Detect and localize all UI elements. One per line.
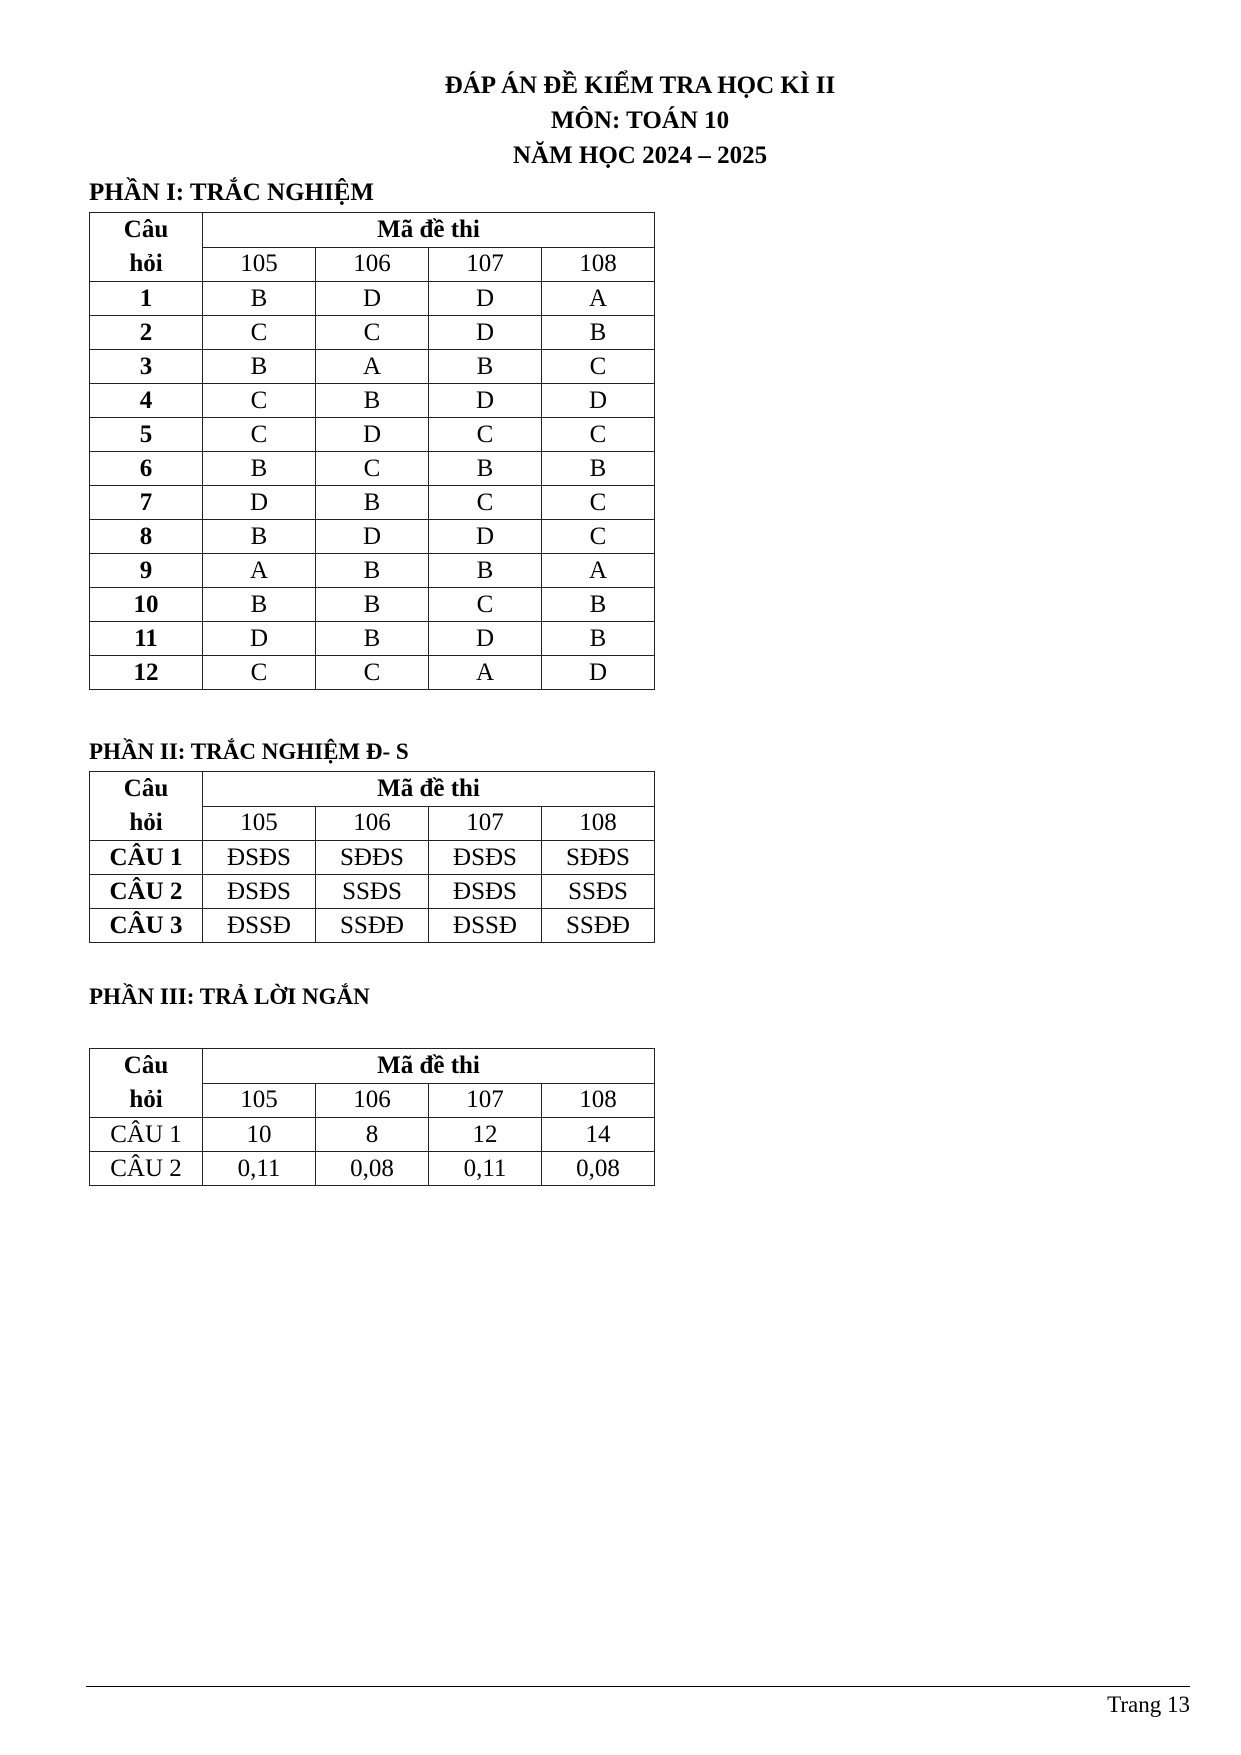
answer-cell: A [316, 350, 429, 384]
answer-cell: A [203, 554, 316, 588]
answer-cell: 0,08 [542, 1152, 655, 1186]
answer-cell: 10 [203, 1118, 316, 1152]
answer-cell: B [203, 588, 316, 622]
exam-code: 108 [542, 1083, 655, 1118]
answer-cell: C [316, 316, 429, 350]
exam-code-header: Mã đề thi [203, 1049, 655, 1084]
exam-code-header: Mã đề thi [203, 772, 655, 807]
section-2-answer-table [89, 771, 655, 943]
question-header-line-1: Câu [123, 775, 169, 802]
answer-cell: B [316, 486, 429, 520]
answer-cell: B [203, 282, 316, 316]
exam-code: 106 [316, 806, 429, 841]
table-row [90, 282, 655, 316]
answer-cell: D [316, 418, 429, 452]
answer-cell: D [429, 384, 542, 418]
question-header-line-2: hỏi [129, 250, 163, 277]
table-row [90, 350, 655, 384]
question-number: 11 [90, 622, 203, 656]
answer-cell: B [542, 622, 655, 656]
question-number: 5 [90, 418, 203, 452]
answer-cell: SĐĐS [316, 841, 429, 875]
answer-cell: B [542, 452, 655, 486]
answer-cell: 0,11 [203, 1152, 316, 1186]
section-1-answer-table [89, 212, 655, 690]
question-column-header [90, 213, 203, 282]
answer-cell: B [542, 316, 655, 350]
answer-cell: C [203, 656, 316, 690]
exam-code: 105 [203, 1083, 316, 1118]
answer-cell: C [203, 316, 316, 350]
answer-cell: D [429, 316, 542, 350]
table-row [90, 875, 655, 909]
answer-rows [90, 1118, 655, 1186]
answer-cell: C [429, 486, 542, 520]
question-number: 1 [90, 282, 203, 316]
table-row [90, 520, 655, 554]
exam-code: 106 [316, 1083, 429, 1118]
table-header-row [90, 213, 655, 248]
table-row [90, 909, 655, 943]
footer-divider [86, 1686, 1190, 1687]
answer-cell: A [542, 282, 655, 316]
answer-cell: C [316, 656, 429, 690]
answer-cell: ĐSĐS [203, 841, 316, 875]
question-number: CÂU 2 [90, 1152, 203, 1186]
answer-cell: D [429, 282, 542, 316]
answer-cell: SSĐĐ [542, 909, 655, 943]
table-row [90, 1118, 655, 1152]
answer-cell: C [542, 350, 655, 384]
question-column-header [90, 1049, 203, 1118]
exam-code: 107 [429, 247, 542, 282]
question-number: 2 [90, 316, 203, 350]
answer-cell: D [429, 622, 542, 656]
question-header-line-1: Câu [123, 216, 169, 243]
answer-cell: ĐSĐS [429, 841, 542, 875]
answer-cell: A [429, 656, 542, 690]
question-number: 9 [90, 554, 203, 588]
answer-cell: B [316, 384, 429, 418]
answer-cell: B [542, 588, 655, 622]
answer-cell: B [429, 554, 542, 588]
answer-cell: 12 [429, 1118, 542, 1152]
answer-cell: 0,08 [316, 1152, 429, 1186]
table-row [90, 1152, 655, 1186]
answer-cell: D [203, 486, 316, 520]
answer-cell: 8 [316, 1118, 429, 1152]
answer-cell: SĐĐS [542, 841, 655, 875]
answer-cell: B [429, 350, 542, 384]
table-row [90, 554, 655, 588]
question-number: 3 [90, 350, 203, 384]
table-row [90, 622, 655, 656]
answer-cell: D [542, 384, 655, 418]
table-row [90, 588, 655, 622]
answer-cell: A [542, 554, 655, 588]
answer-rows [90, 282, 655, 690]
table-row [90, 452, 655, 486]
answer-cell: SSĐS [542, 875, 655, 909]
exam-code: 106 [316, 247, 429, 282]
document-title [0, 68, 1241, 173]
answer-cell: 14 [542, 1118, 655, 1152]
answer-cell: C [429, 418, 542, 452]
answer-rows [90, 841, 655, 943]
answer-cell: 0,11 [429, 1152, 542, 1186]
question-number: CÂU 3 [90, 909, 203, 943]
question-header-line-1: Câu [123, 1052, 169, 1079]
question-number: 6 [90, 452, 203, 486]
table-row [90, 316, 655, 350]
answer-cell: ĐSSĐ [203, 909, 316, 943]
title-line-1: ĐÁP ÁN ĐỀ KIỂM TRA HỌC KÌ II [444, 72, 836, 99]
exam-code: 105 [203, 247, 316, 282]
answer-cell: D [429, 520, 542, 554]
question-number: 7 [90, 486, 203, 520]
question-number: CÂU 1 [90, 1118, 203, 1152]
question-header-line-2: hỏi [129, 1086, 163, 1113]
answer-cell: D [316, 282, 429, 316]
title-line-2: MÔN: TOÁN 10 [550, 107, 730, 134]
table-row [90, 486, 655, 520]
answer-cell: SSĐĐ [316, 909, 429, 943]
exam-code: 107 [429, 806, 542, 841]
question-column-header [90, 772, 203, 841]
answer-cell: C [542, 486, 655, 520]
question-number: 10 [90, 588, 203, 622]
answer-cell: C [203, 384, 316, 418]
exam-code: 107 [429, 1083, 542, 1118]
answer-cell: D [542, 656, 655, 690]
exam-code-header: Mã đề thi [203, 213, 655, 248]
exam-code: 105 [203, 806, 316, 841]
answer-cell: D [316, 520, 429, 554]
answer-cell: SSĐS [316, 875, 429, 909]
answer-cell: C [542, 418, 655, 452]
question-number: CÂU 1 [90, 841, 203, 875]
exam-code: 108 [542, 806, 655, 841]
answer-cell: B [316, 622, 429, 656]
section-3-heading: PHẦN III: TRẢ LỜI NGẮN [89, 984, 370, 1009]
section-1-heading: PHẦN I: TRẮC NGHIỆM [89, 179, 374, 206]
answer-cell: C [542, 520, 655, 554]
answer-cell: C [316, 452, 429, 486]
page-number: Trang 13 [1107, 1692, 1190, 1717]
answer-cell: ĐSĐS [203, 875, 316, 909]
question-number: 4 [90, 384, 203, 418]
answer-cell: B [203, 452, 316, 486]
answer-cell: B [316, 554, 429, 588]
section-3-answer-table [89, 1048, 655, 1186]
question-number: CÂU 2 [90, 875, 203, 909]
table-row [90, 656, 655, 690]
answer-cell: B [429, 452, 542, 486]
answer-cell: ĐSĐS [429, 875, 542, 909]
table-row [90, 841, 655, 875]
table-header-row [90, 772, 655, 807]
question-number: 8 [90, 520, 203, 554]
table-row [90, 384, 655, 418]
exam-code: 108 [542, 247, 655, 282]
answer-cell: B [316, 588, 429, 622]
answer-cell: B [203, 350, 316, 384]
answer-cell: C [429, 588, 542, 622]
answer-cell: D [203, 622, 316, 656]
table-header-row [90, 1049, 655, 1084]
answer-cell: B [203, 520, 316, 554]
answer-cell: ĐSSĐ [429, 909, 542, 943]
answer-cell: C [203, 418, 316, 452]
question-header-line-2: hỏi [129, 809, 163, 836]
title-line-3: NĂM HỌC 2024 – 2025 [512, 142, 768, 169]
question-number: 12 [90, 656, 203, 690]
section-2-heading: PHẦN II: TRẮC NGHIỆM Đ- S [89, 739, 409, 764]
table-row [90, 418, 655, 452]
